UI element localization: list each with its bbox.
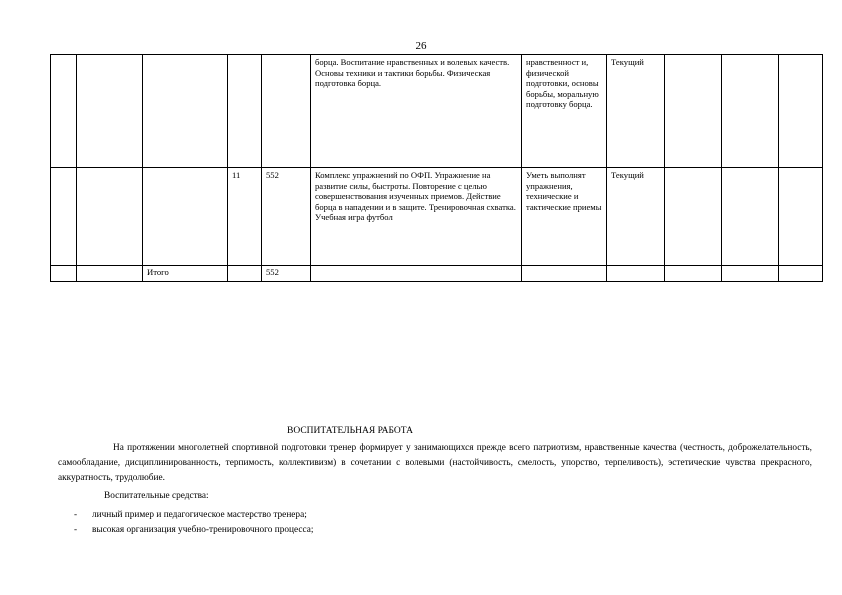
table-cell	[722, 168, 779, 266]
lesson-content-cell: Комплекс упражнений по ОФП. Упражнение на развитие силы, быстроты. Повторение с целью совершенствования изученных приемов. Действие борца в нападении и в защите. Тренировочная схватка. Учебная игра футбол	[311, 168, 522, 266]
means-label: Воспитательные средства:	[104, 491, 209, 501]
table-cell	[522, 266, 607, 282]
list-item-text: высокая организация учебно-тренировочного процесса;	[92, 525, 314, 535]
requirements-cell: Уметь выполнят упражнения, технические и тактические приемы	[522, 168, 607, 266]
hours-cell: 552	[262, 168, 311, 266]
table-cell	[779, 266, 823, 282]
table-cell	[665, 266, 722, 282]
table-cell	[779, 168, 823, 266]
table-total-row	[51, 266, 823, 282]
table-cell	[77, 168, 143, 266]
requirements-cell: нравственност и, физической подготовки, основы борьбы, моральную подготовку борца.	[522, 55, 607, 168]
table-cell	[228, 55, 262, 168]
table-cell	[51, 168, 77, 266]
lesson-content-cell: борца. Воспитание нравственных и волевых качеств. Основы техники и тактики борьбы. Физическая подготовка борца.	[311, 55, 522, 168]
table-cell	[779, 55, 823, 168]
lesson-number-cell: 11	[228, 168, 262, 266]
section-paragraph: На протяжении многолетней спортивной подготовки тренер формирует у занимающихся прежде всего патриотизм, нравственные качества (честность, доброжелательность, самообладание, дисциплинированность, терпимость, коллективизм) в сочетании с волевыми (настойчивость, смелость, упорство, терпеливость), эстетические чувства прекрасного, аккуратность, трудолюбие.	[58, 443, 812, 483]
table-row	[51, 55, 823, 168]
table-cell	[311, 266, 522, 282]
table-cell	[51, 266, 77, 282]
table-cell	[665, 55, 722, 168]
training-plan-table	[50, 54, 823, 282]
control-type-cell: Текущий	[607, 55, 665, 168]
table-cell	[51, 55, 77, 168]
list-item-text: личный пример и педагогическое мастерство тренера;	[92, 510, 307, 520]
table-cell	[143, 168, 228, 266]
table-row	[51, 168, 823, 266]
table-cell	[722, 266, 779, 282]
table-cell	[665, 168, 722, 266]
table-cell	[77, 55, 143, 168]
table-cell	[228, 266, 262, 282]
table-cell	[143, 55, 228, 168]
page-number: 26	[415, 40, 427, 52]
table-cell	[77, 266, 143, 282]
list-item	[74, 523, 313, 538]
total-label-cell: Итого	[143, 266, 228, 282]
section-title: ВОСПИТАТЕЛЬНАЯ РАБОТА	[287, 426, 413, 436]
bullet-marker: -	[74, 525, 78, 535]
list-item	[74, 508, 313, 523]
control-type-cell: Текущий	[607, 168, 665, 266]
means-list	[74, 508, 313, 538]
table-cell	[262, 55, 311, 168]
total-hours-cell: 552	[262, 266, 311, 282]
table-cell	[607, 266, 665, 282]
bullet-marker: -	[74, 510, 78, 520]
table-cell	[722, 55, 779, 168]
